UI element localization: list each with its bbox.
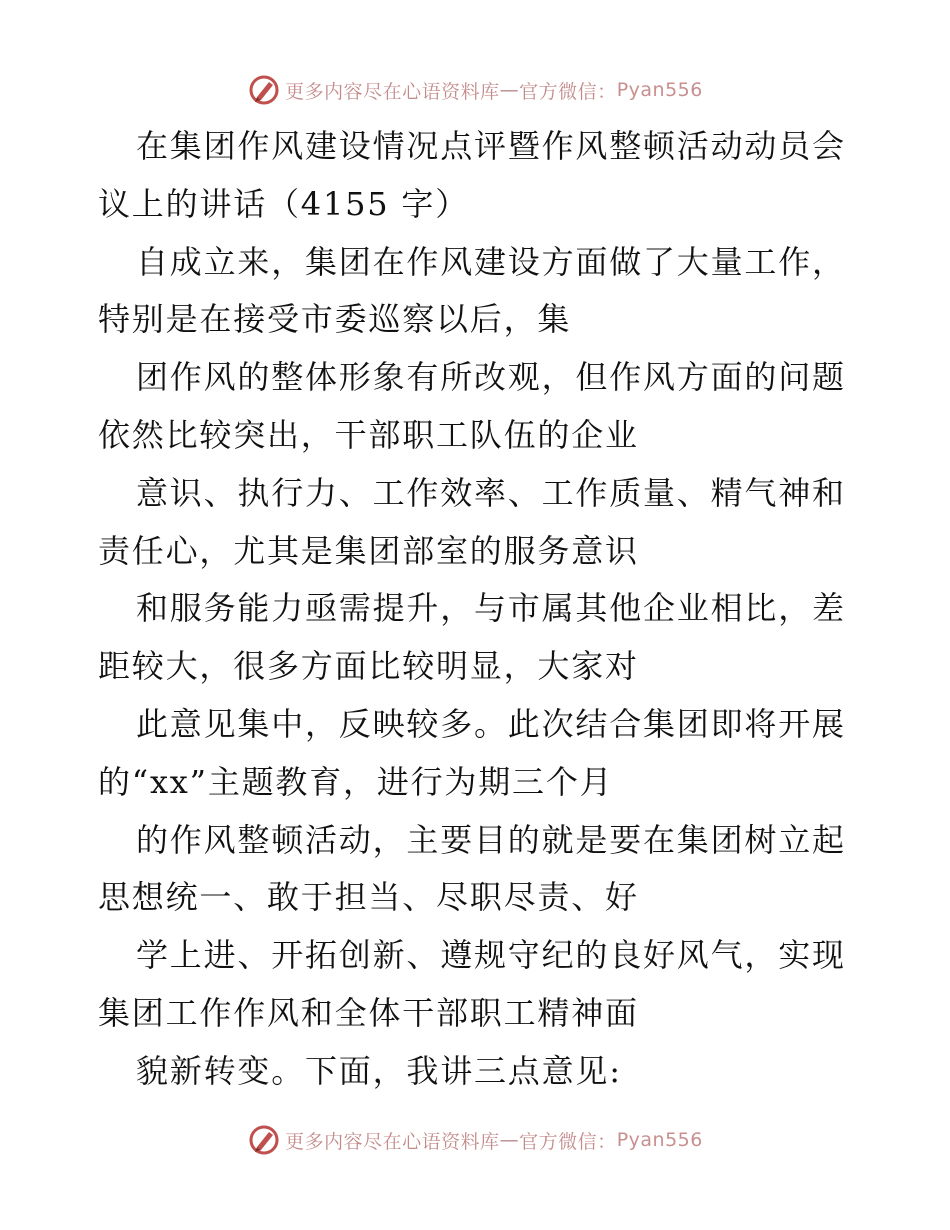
watermark-separator: — xyxy=(499,1129,520,1151)
paragraph-line: 自成立来，集团在作风建设方面做了大量工作， xyxy=(136,242,846,281)
paragraph-line: 集团工作作风和全体干部职工精神面 xyxy=(98,993,639,1032)
paragraph-line: 责任心，尤其是集团部室的服务意识 xyxy=(98,531,639,570)
header-watermark xyxy=(0,70,950,110)
paragraph-line: 的作风整顿活动，主要目的就是要在集团树立起 xyxy=(136,820,846,859)
paragraph-line: 团作风的整体形象有所改观，但作风方面的问题 xyxy=(136,358,846,397)
watermark-official-label: 官方微信： xyxy=(519,1130,617,1153)
pen-logo-icon xyxy=(247,73,281,107)
watermark-text: 更多内容尽在心语资料库 xyxy=(285,1130,500,1153)
watermark-official-label: 官方微信： xyxy=(519,80,617,103)
watermark-text: 更多内容尽在心语资料库 xyxy=(285,80,500,103)
paragraph-line: 特别是在接受市委巡察以后，集 xyxy=(98,300,572,339)
paragraph-line: 学上进、开拓创新、遵规守纪的良好风气，实现 xyxy=(136,936,846,975)
document-body xyxy=(98,118,858,1101)
paragraph-line: 依然比较突出，干部职工队伍的企业 xyxy=(98,415,639,454)
watermark-separator: — xyxy=(499,79,520,101)
title-line-2: 议上的讲话（4155 字） xyxy=(98,184,470,223)
title-line-1: 在集团作风建设情况点评暨作风整顿活动动员会 xyxy=(136,127,846,165)
pen-logo-icon xyxy=(247,1123,281,1157)
paragraph-line: 貌新转变。下面，我讲三点意见: xyxy=(136,1051,622,1090)
paragraph-line: 的“xx”主题教育，进行为期三个月 xyxy=(98,762,614,801)
watermark-wechat-id: Pyan556 xyxy=(616,79,703,101)
paragraph-line: 思想统一、敢于担当、尽职尽责、好 xyxy=(98,878,639,917)
paragraph-line: 和服务能力亟需提升，与市属其他企业相比，差 xyxy=(136,589,846,628)
footer-watermark xyxy=(0,1120,950,1160)
paragraph-line: 此意见集中，反映较多。此次结合集团即将开展 xyxy=(136,704,846,743)
watermark-wechat-id: Pyan556 xyxy=(616,1129,703,1151)
paragraph-line: 意识、执行力、工作效率、工作质量、精气神和 xyxy=(136,473,846,512)
paragraph-line: 距较大，很多方面比较明显，大家对 xyxy=(98,647,639,686)
